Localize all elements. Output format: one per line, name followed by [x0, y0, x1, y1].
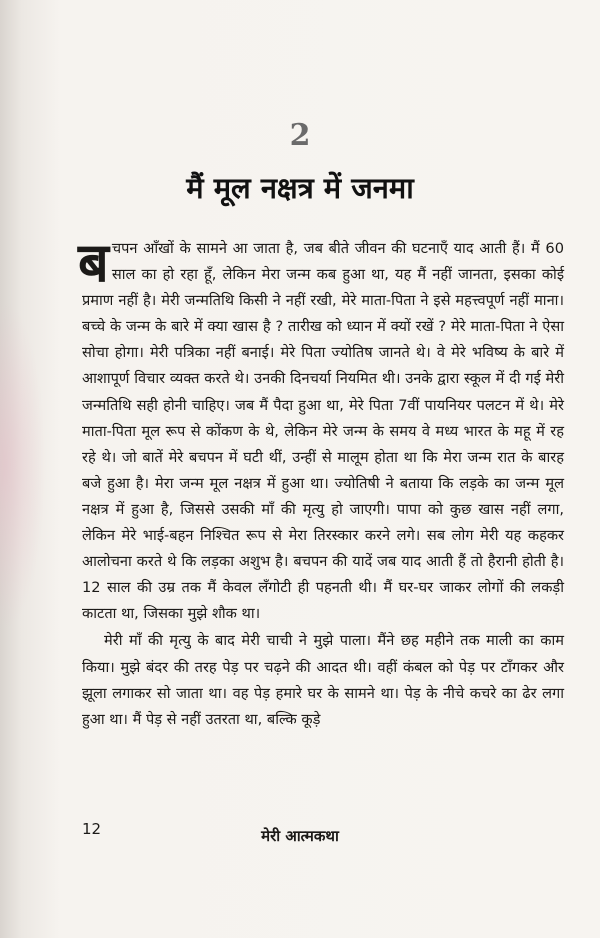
paragraph-2: मेरी माँ की मृत्यु के बाद मेरी चाची ने मुझे पाला। मैंने छह महीने तक माली का काम किया। मुझे बंदर की तरह पेड़ पर चढ़ने की आदत थी। वहीं कंबल को पेड़ पर टाँगकर और झूला लगाकर सो जाता था। वह पेड़ हमारे घर के सामने था। पेड़ के नीचे कचरे का ढेर लगा हुआ था। मैं पेड़ से नहीं उतरता था, बल्कि कूड़े: [82, 632, 564, 728]
running-footer-title: मेरी आत्मकथा: [261, 827, 339, 845]
body-text: [78, 231, 564, 733]
paragraph-1-text: चपन आँखों के सामने आ जाता है, जब बीते जीवन की घटनाएँ याद आती हैं। मैं 60 साल का हो रहा हूँ, लेकिन मेरा जन्म कब हुआ था, यह मैं नहीं जानता, इसका कोई प्रमाण नहीं है। मेरी जन्मतिथि किसी ने नहीं रखी, मेरे माता-पिता ने इसे महत्त्वपूर्ण नहीं माना। बच्चे के जन्म के बारे में क्या खास है ? तारीख को ध्यान में क्यों रखें ? मेरे माता-पिता ने ऐसा सोचा होगा। मेरी पत्रिका नहीं बनाई। मेरे पिता ज्योतिष जानते थे। वे मेरे भविष्य के बारे में आशापूर्ण विचार व्यक्त करते थे। उनकी दिनचर्या नियमित थी। उनके द्वारा स्कूल में दी गई मेरी जन्मतिथि सही होनी चाहिए। जब मैं पैदा हुआ था, मेरे पिता 7वीं पायनियर पलटन में थे। मेरे माता-पिता मूल रूप से कोंकण के थे, लेकिन मेरे जन्म के समय वे मध्य भारत के महू में रह रहे थे। जो बातें मेरे बचपन में घटी थीं, उन्हीं से मालूम होता था कि मेरा जन्म रात के बारह बजे हुआ है। मेरा जन्म मूल नक्षत्र में हुआ था। ज्योतिषी ने बताया कि लड़के का जन्म मूल नक्षत्र में हुआ है, जिससे उसकी माँ की मृत्यु हो जाएगी। पापा को कुछ खास नहीं लगा, लेकिन मेरे भाई-बहन निश्चित रूप से मेरा तिरस्कार करने लगे। सब लोग मेरी यह कहकर आलोचना करते थे कि लड़का अशुभ है। बचपन की यादें जब याद आती हैं तो हैरानी होती है। 12 साल की उम्र तक मैं केवल लँगोटी ही पहनती थी। मैं घर-घर जाकर लोगों की लकड़ी काटता था, जिसका मुझे शौक था।: [82, 240, 564, 623]
chapter-title: मैं मूल नक्षत्र में जनमा: [186, 171, 414, 205]
page-edge-stain: [0, 300, 46, 630]
page-number: 12: [82, 820, 102, 838]
paragraph-1: [78, 231, 564, 627]
drop-cap: ब: [78, 231, 109, 294]
chapter-number: 2: [289, 118, 311, 153]
